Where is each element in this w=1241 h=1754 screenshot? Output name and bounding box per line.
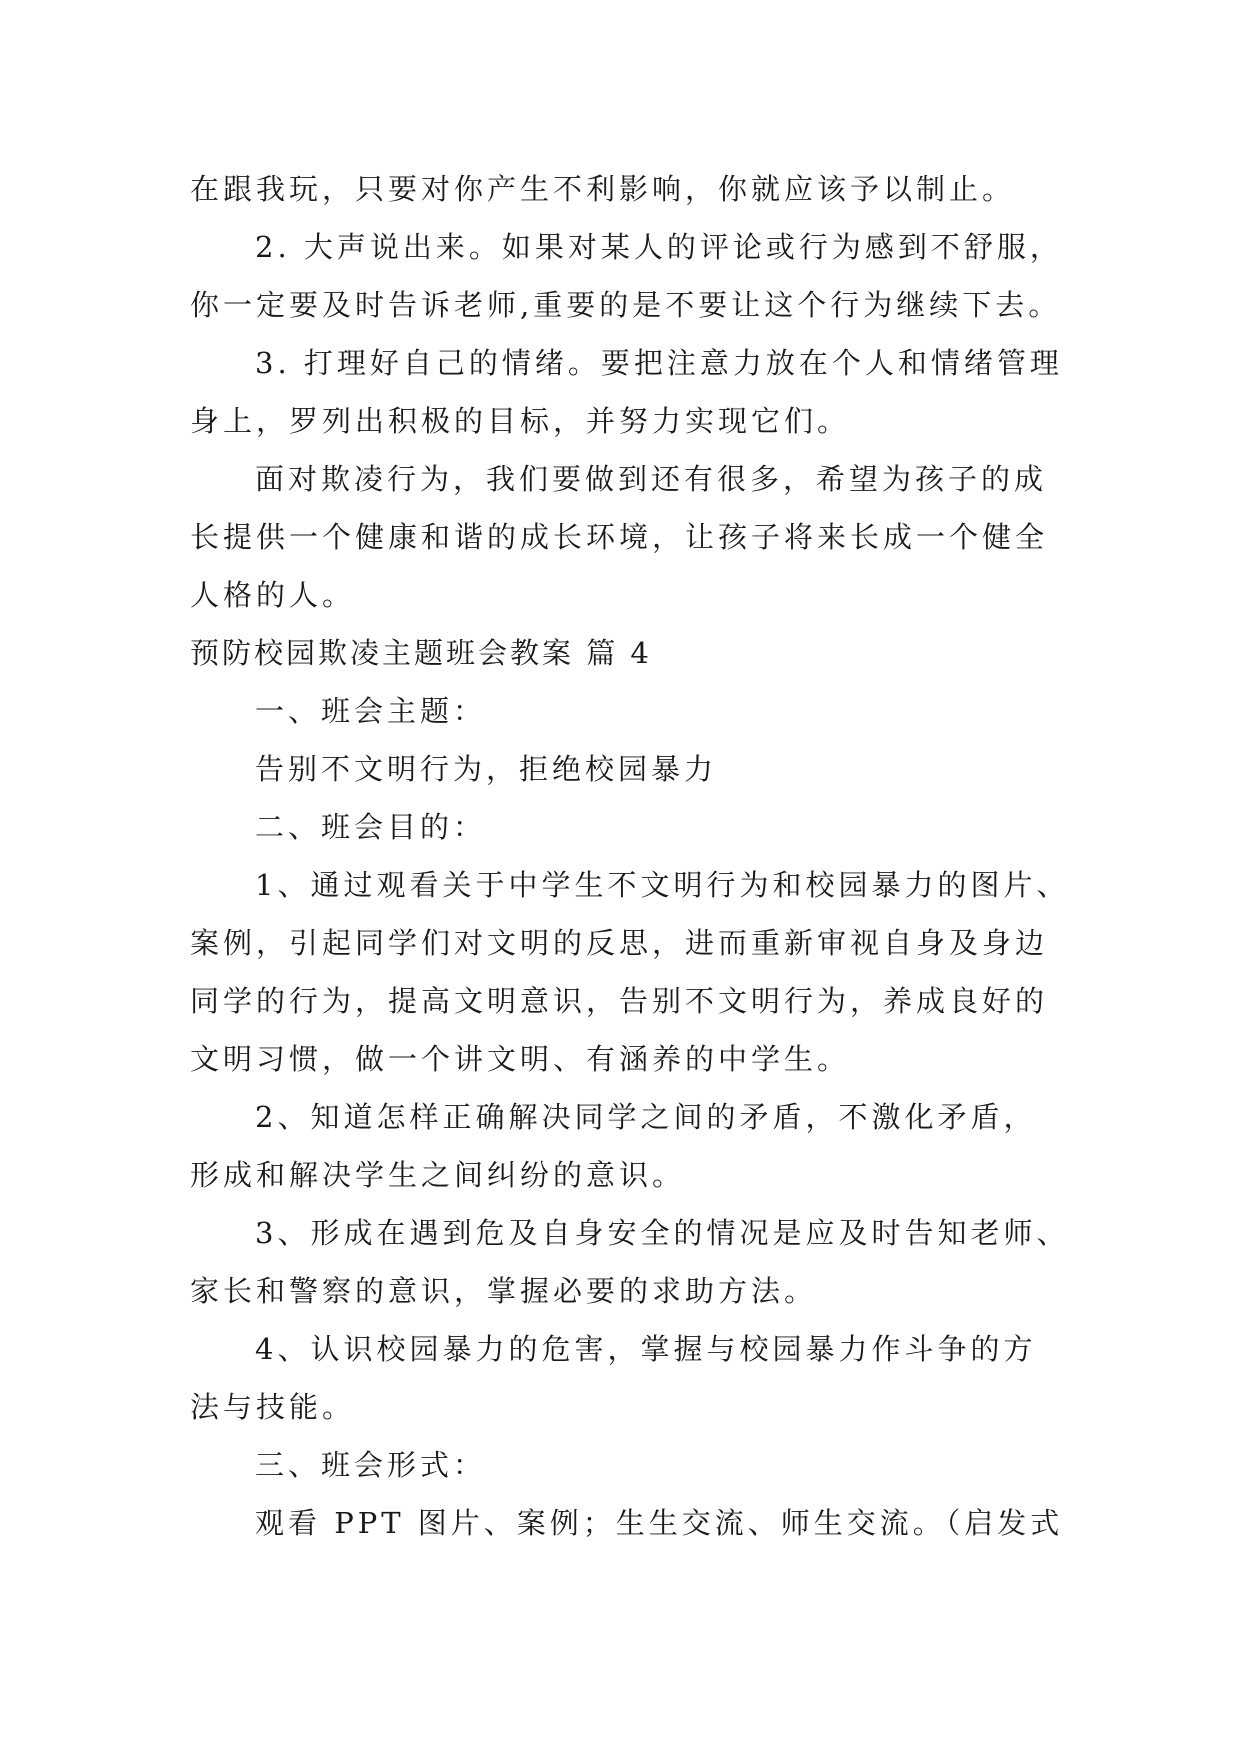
- text-line: 案例，引起同学们对文明的反思，进而重新审视自身及身边: [190, 926, 1049, 960]
- text-line: 三、班会形式：: [255, 1448, 487, 1482]
- text-line: 同学的行为，提高文明意识，告别不文明行为，养成良好的: [190, 984, 1049, 1018]
- text-line: 文明习惯，做一个讲文明、有涵养的中学生。: [190, 1042, 851, 1076]
- text-line: 身上，罗列出积极的目标，并努力实现它们。: [190, 404, 851, 438]
- text-line: 在跟我玩，只要对你产生不利影响，你就应该予以制止。: [190, 172, 1016, 206]
- text-line: 法与技能。: [190, 1390, 356, 1424]
- text-line: 长提供一个健康和谐的成长环境，让孩子将来长成一个健全: [190, 520, 1049, 554]
- text-line: 3、形成在遇到危及自身安全的情况是应及时告知老师、: [255, 1216, 1070, 1250]
- text-line: 3. 打理好自己的情绪。要把注意力放在个人和情绪管理: [255, 346, 1063, 380]
- text-line: 1、通过观看关于中学生不文明行为和校园暴力的图片、: [255, 868, 1070, 902]
- text-line: 告别不文明行为，拒绝校园暴力: [255, 752, 718, 786]
- text-line: 你一定要及时告诉老师,重要的是不要让这个行为继续下去。: [190, 288, 1062, 322]
- section-heading: 预防校园欺凌主题班会教案 篇 4: [190, 636, 652, 670]
- text-line: 二、班会目的：: [255, 810, 487, 844]
- text-line: 形成和解决学生之间纠纷的意识。: [190, 1158, 686, 1192]
- text-line: 2、知道怎样正确解决同学之间的矛盾，不激化矛盾，: [255, 1100, 1037, 1134]
- document-body: [190, 160, 1090, 1552]
- text-line: 人格的人。: [190, 578, 356, 612]
- text-line: 面对欺凌行为，我们要做到还有很多，希望为孩子的成: [255, 462, 1048, 496]
- text-line: 家长和警察的意识，掌握必要的求助方法。: [190, 1274, 818, 1308]
- text-line: 2. 大声说出来。如果对某人的评论或行为感到不舒服，: [255, 230, 1063, 264]
- text-line: 观看 PPT 图片、案例；生生交流、师生交流。（启发式: [255, 1506, 1064, 1540]
- text-line: 4、认识校园暴力的危害，掌握与校园暴力作斗争的方: [255, 1332, 1037, 1366]
- text-line: 一、班会主题：: [255, 694, 487, 728]
